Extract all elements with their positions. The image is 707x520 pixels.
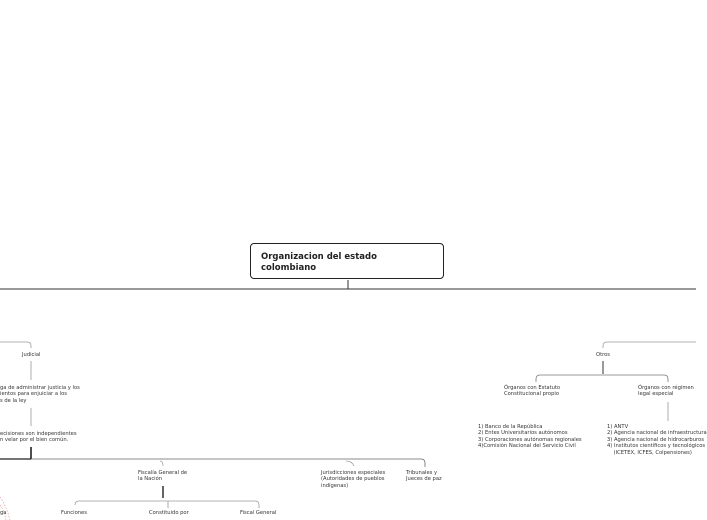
node-judicial-independence[interactable]: ecisiones son independientes n velar por el bien común. bbox=[0, 431, 77, 444]
node-estatuto-list[interactable]: 1) Banco de la República 2) Entes Universitarios autónomos 3) Corporaciones autónomas regionales 4)Comisión Nacional del Servicio Civil bbox=[478, 424, 582, 450]
node-judicial-description[interactable]: ga de administrar justicia y los ientos para enjuiciar a los s de la ley bbox=[0, 385, 80, 404]
node-judicial[interactable]: Judicial bbox=[22, 352, 41, 358]
node-fiscalia[interactable]: Fiscalía General de la Nación bbox=[138, 470, 188, 483]
node-regimen-list[interactable]: 1) ANTV 2) Agencia nacional de infraestructura 3) Agencia nacional de hidrocarburos 4) Institutos científicos y tecnológicos (ICETEX, ICFES, Colpensiones) bbox=[607, 424, 707, 456]
node-tribunales[interactable]: Tribunales y Jueces de paz bbox=[406, 470, 442, 483]
root-node[interactable] bbox=[250, 243, 444, 279]
node-partial-left[interactable]: ga bbox=[0, 510, 7, 516]
node-jurisdicciones-especiales[interactable]: Jurisdicciones especiales (Autoridades de pueblos indígenas) bbox=[321, 470, 386, 489]
node-otros[interactable]: Otros bbox=[596, 352, 611, 358]
node-regimen-especial[interactable]: Órganos con régimen legal especial bbox=[638, 385, 694, 398]
root-title: Organizacion del estado colombiano bbox=[261, 252, 377, 273]
node-funciones[interactable]: Funciones bbox=[61, 510, 87, 516]
node-constituido-por[interactable]: Constituido por bbox=[149, 510, 189, 516]
node-estatuto-propio[interactable]: Órganos con Estatuto Constitucional propio bbox=[504, 385, 561, 398]
node-fiscal-general[interactable]: Fiscal General bbox=[240, 510, 277, 516]
